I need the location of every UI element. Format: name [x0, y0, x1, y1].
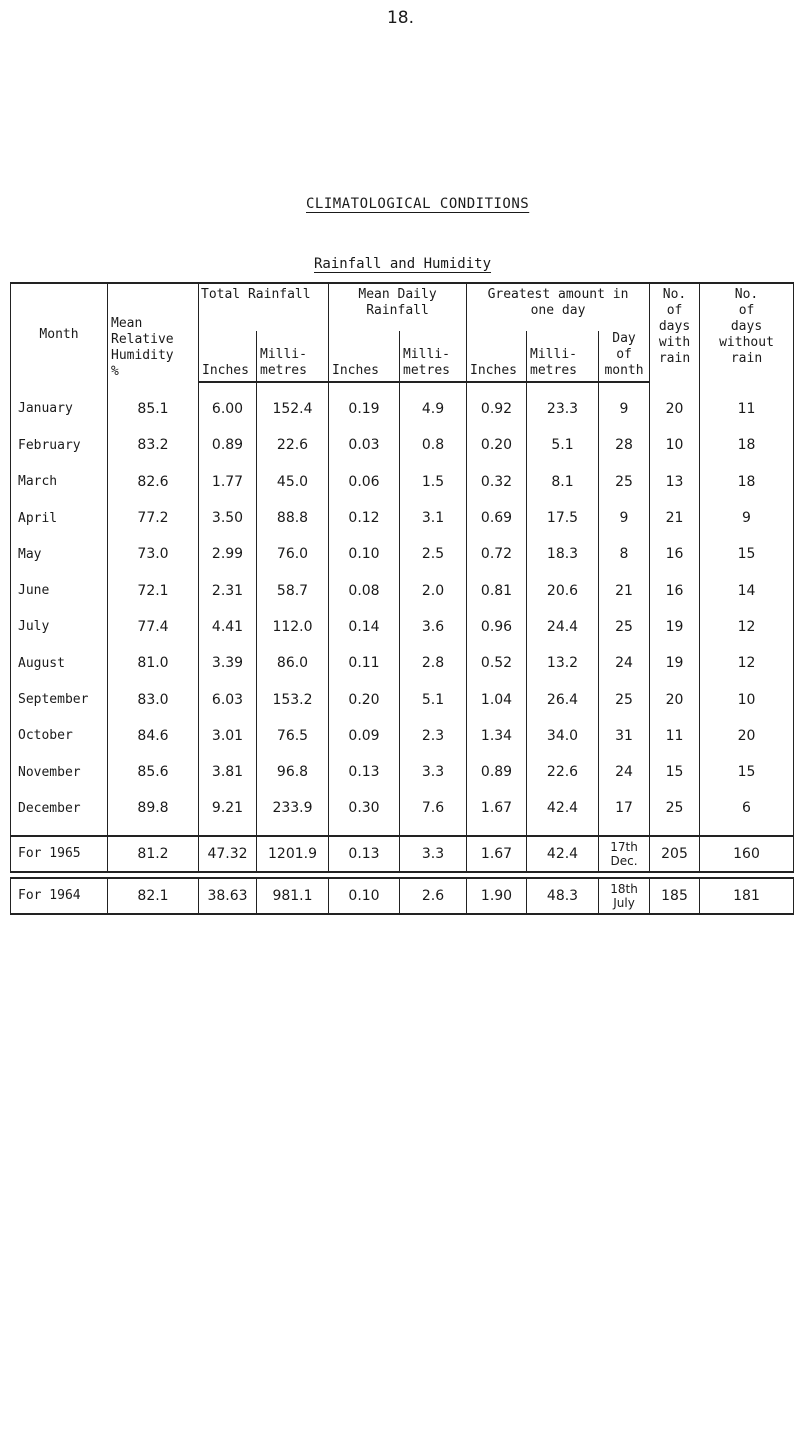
cell-tot-in: 2.31: [199, 572, 257, 608]
cell-humidity: 82.6: [108, 464, 199, 500]
cell-without-rain: 15: [700, 754, 794, 790]
cell-great-in: 1.67: [467, 790, 527, 835]
cell-tot-mm: 233.9: [257, 790, 329, 835]
cell-daily-in: 0.11: [329, 645, 400, 681]
total-label: For 1964: [11, 878, 108, 914]
cell-daily-mm: 5.1: [400, 681, 467, 717]
month-cell: April: [11, 500, 108, 536]
month-cell: November: [11, 754, 108, 790]
cell-humidity: 77.4: [108, 609, 199, 645]
cell-without-rain: 14: [700, 572, 794, 608]
cell-day: 28: [599, 427, 650, 463]
table-row: [11, 536, 794, 572]
cell-daily-in: 0.14: [329, 609, 400, 645]
cell-with-rain: 13: [650, 464, 700, 500]
cell-without-rain: 6: [700, 790, 794, 835]
rainfall-humidity-table: [10, 282, 794, 915]
cell-daily-in: 0.30: [329, 790, 400, 835]
month-cell: September: [11, 681, 108, 717]
greatest-inches-header: Inches: [467, 331, 527, 382]
cell-great-mm: 24.4: [527, 609, 599, 645]
cell-day: 24: [599, 754, 650, 790]
cell-great-mm: 5.1: [527, 427, 599, 463]
total-cell-daily-mm: 2.6: [400, 878, 467, 914]
cell-tot-in: 3.39: [199, 645, 257, 681]
cell-without-rain: 18: [700, 464, 794, 500]
cell-humidity: 73.0: [108, 536, 199, 572]
total-cell-without-rain: 181: [700, 878, 794, 914]
cell-daily-in: 0.19: [329, 382, 400, 427]
cell-with-rain: 16: [650, 572, 700, 608]
cell-great-mm: 8.1: [527, 464, 599, 500]
cell-daily-mm: 3.1: [400, 500, 467, 536]
month-cell: May: [11, 536, 108, 572]
greatest-mm-header: Milli- metres: [527, 331, 599, 382]
cell-humidity: 83.0: [108, 681, 199, 717]
cell-tot-mm: 58.7: [257, 572, 329, 608]
cell-with-rain: 21: [650, 500, 700, 536]
month-cell: December: [11, 790, 108, 835]
cell-tot-mm: 112.0: [257, 609, 329, 645]
page-title: CLIMATOLOGICAL CONDITIONS: [306, 196, 530, 212]
table-row: [11, 427, 794, 463]
annual-totals: [11, 836, 794, 914]
cell-daily-in: 0.20: [329, 681, 400, 717]
cell-with-rain: 10: [650, 427, 700, 463]
cell-great-in: 0.69: [467, 500, 527, 536]
total-cell-without-rain: 160: [700, 836, 794, 872]
page-number: 18.: [386, 8, 415, 28]
cell-daily-mm: 2.3: [400, 718, 467, 754]
month-cell: July: [11, 609, 108, 645]
total-cell-great-mm: 42.4: [527, 836, 599, 872]
total-mm-header: Milli- metres: [257, 331, 329, 382]
month-cell: March: [11, 464, 108, 500]
total-cell-with-rain: 185: [650, 878, 700, 914]
cell-tot-in: 4.41: [199, 609, 257, 645]
cell-daily-mm: 0.8: [400, 427, 467, 463]
table-row: [11, 500, 794, 536]
cell-great-in: 0.20: [467, 427, 527, 463]
cell-with-rain: 20: [650, 382, 700, 427]
cell-daily-in: 0.13: [329, 754, 400, 790]
total-cell-great-in: 1.90: [467, 878, 527, 914]
total-cell-tot-in: 47.32: [199, 836, 257, 872]
cell-great-in: 0.72: [467, 536, 527, 572]
cell-tot-mm: 45.0: [257, 464, 329, 500]
cell-with-rain: 16: [650, 536, 700, 572]
cell-daily-mm: 1.5: [400, 464, 467, 500]
total-row: [11, 836, 794, 872]
cell-daily-mm: 3.6: [400, 609, 467, 645]
total-cell-with-rain: 205: [650, 836, 700, 872]
cell-humidity: 72.1: [108, 572, 199, 608]
table-row: [11, 645, 794, 681]
cell-great-in: 0.96: [467, 609, 527, 645]
cell-with-rain: 19: [650, 609, 700, 645]
cell-great-mm: 20.6: [527, 572, 599, 608]
month-cell: February: [11, 427, 108, 463]
cell-tot-in: 3.01: [199, 718, 257, 754]
total-cell-daily-in: 0.10: [329, 878, 400, 914]
days-with-rain-header: No. of days with rain: [650, 283, 700, 382]
cell-humidity: 89.8: [108, 790, 199, 835]
cell-great-in: 0.52: [467, 645, 527, 681]
total-cell-great-mm: 48.3: [527, 878, 599, 914]
cell-day: 17: [599, 790, 650, 835]
cell-without-rain: 9: [700, 500, 794, 536]
cell-daily-mm: 2.0: [400, 572, 467, 608]
cell-great-mm: 17.5: [527, 500, 599, 536]
table-row: [11, 681, 794, 717]
page-subtitle: Rainfall and Humidity: [314, 256, 492, 272]
month-cell: August: [11, 645, 108, 681]
cell-without-rain: 18: [700, 427, 794, 463]
total-cell-humidity: 82.1: [108, 878, 199, 914]
cell-daily-in: 0.12: [329, 500, 400, 536]
cell-humidity: 77.2: [108, 500, 199, 536]
cell-with-rain: 19: [650, 645, 700, 681]
cell-daily-in: 0.08: [329, 572, 400, 608]
cell-daily-in: 0.09: [329, 718, 400, 754]
cell-daily-mm: 2.8: [400, 645, 467, 681]
month-cell: January: [11, 382, 108, 427]
month-cell: October: [11, 718, 108, 754]
cell-great-in: 0.32: [467, 464, 527, 500]
days-without-rain-header: No. of days without rain: [700, 283, 794, 382]
cell-great-mm: 34.0: [527, 718, 599, 754]
cell-daily-mm: 3.3: [400, 754, 467, 790]
table-row: [11, 572, 794, 608]
cell-without-rain: 10: [700, 681, 794, 717]
table-row: [11, 464, 794, 500]
cell-tot-mm: 88.8: [257, 500, 329, 536]
cell-without-rain: 12: [700, 645, 794, 681]
table-row: [11, 790, 794, 835]
cell-great-mm: 23.3: [527, 382, 599, 427]
cell-great-in: 0.89: [467, 754, 527, 790]
cell-day: 25: [599, 609, 650, 645]
month-header: Month: [11, 283, 108, 382]
cell-day: 21: [599, 572, 650, 608]
cell-without-rain: 11: [700, 382, 794, 427]
cell-day: 31: [599, 718, 650, 754]
cell-tot-mm: 86.0: [257, 645, 329, 681]
table-row: [11, 382, 794, 427]
total-label: For 1965: [11, 836, 108, 872]
total-cell-tot-in: 38.63: [199, 878, 257, 914]
total-cell-tot-mm: 1201.9: [257, 836, 329, 872]
cell-humidity: 83.2: [108, 427, 199, 463]
cell-tot-in: 0.89: [199, 427, 257, 463]
cell-day: 24: [599, 645, 650, 681]
cell-humidity: 85.6: [108, 754, 199, 790]
total-cell-day: 18th July: [599, 878, 650, 914]
mean-daily-header: Mean Daily Rainfall: [329, 283, 467, 331]
total-cell-great-in: 1.67: [467, 836, 527, 872]
humidity-header: Mean Relative Humidity %: [108, 283, 199, 382]
cell-great-in: 1.34: [467, 718, 527, 754]
cell-daily-mm: 2.5: [400, 536, 467, 572]
total-cell-daily-in: 0.13: [329, 836, 400, 872]
cell-tot-mm: 22.6: [257, 427, 329, 463]
cell-tot-in: 3.50: [199, 500, 257, 536]
total-rainfall-header: Total Rainfall: [199, 283, 329, 331]
cell-tot-mm: 153.2: [257, 681, 329, 717]
cell-great-in: 0.81: [467, 572, 527, 608]
cell-daily-mm: 4.9: [400, 382, 467, 427]
cell-tot-in: 6.00: [199, 382, 257, 427]
cell-tot-in: 1.77: [199, 464, 257, 500]
cell-tot-mm: 96.8: [257, 754, 329, 790]
cell-great-mm: 18.3: [527, 536, 599, 572]
cell-humidity: 84.6: [108, 718, 199, 754]
cell-with-rain: 20: [650, 681, 700, 717]
cell-daily-mm: 7.6: [400, 790, 467, 835]
total-cell-day: 17th Dec.: [599, 836, 650, 872]
month-cell: June: [11, 572, 108, 608]
day-of-month-header: Day of month: [599, 331, 650, 382]
total-cell-daily-mm: 3.3: [400, 836, 467, 872]
greatest-amount-header: Greatest amount in one day: [467, 283, 650, 331]
cell-tot-in: 9.21: [199, 790, 257, 835]
daily-inches-header: Inches: [329, 331, 400, 382]
cell-day: 25: [599, 681, 650, 717]
daily-mm-header: Milli- metres: [400, 331, 467, 382]
cell-without-rain: 20: [700, 718, 794, 754]
table-row: [11, 754, 794, 790]
cell-great-mm: 22.6: [527, 754, 599, 790]
cell-great-in: 1.04: [467, 681, 527, 717]
table-row: [11, 718, 794, 754]
cell-daily-in: 0.03: [329, 427, 400, 463]
cell-great-mm: 26.4: [527, 681, 599, 717]
total-row: [11, 878, 794, 914]
cell-great-mm: 13.2: [527, 645, 599, 681]
cell-humidity: 81.0: [108, 645, 199, 681]
cell-with-rain: 15: [650, 754, 700, 790]
cell-humidity: 85.1: [108, 382, 199, 427]
cell-day: 25: [599, 464, 650, 500]
cell-day: 8: [599, 536, 650, 572]
monthly-rows: [11, 382, 794, 836]
cell-day: 9: [599, 500, 650, 536]
total-cell-humidity: 81.2: [108, 836, 199, 872]
cell-with-rain: 11: [650, 718, 700, 754]
cell-with-rain: 25: [650, 790, 700, 835]
cell-without-rain: 15: [700, 536, 794, 572]
cell-tot-in: 2.99: [199, 536, 257, 572]
table-row: [11, 609, 794, 645]
total-inches-header: Inches: [199, 331, 257, 382]
cell-daily-in: 0.10: [329, 536, 400, 572]
cell-tot-mm: 76.0: [257, 536, 329, 572]
cell-tot-in: 6.03: [199, 681, 257, 717]
table-header: [11, 283, 794, 382]
cell-tot-in: 3.81: [199, 754, 257, 790]
cell-tot-mm: 152.4: [257, 382, 329, 427]
cell-great-in: 0.92: [467, 382, 527, 427]
cell-daily-in: 0.06: [329, 464, 400, 500]
cell-tot-mm: 76.5: [257, 718, 329, 754]
cell-day: 9: [599, 382, 650, 427]
cell-great-mm: 42.4: [527, 790, 599, 835]
cell-without-rain: 12: [700, 609, 794, 645]
total-cell-tot-mm: 981.1: [257, 878, 329, 914]
